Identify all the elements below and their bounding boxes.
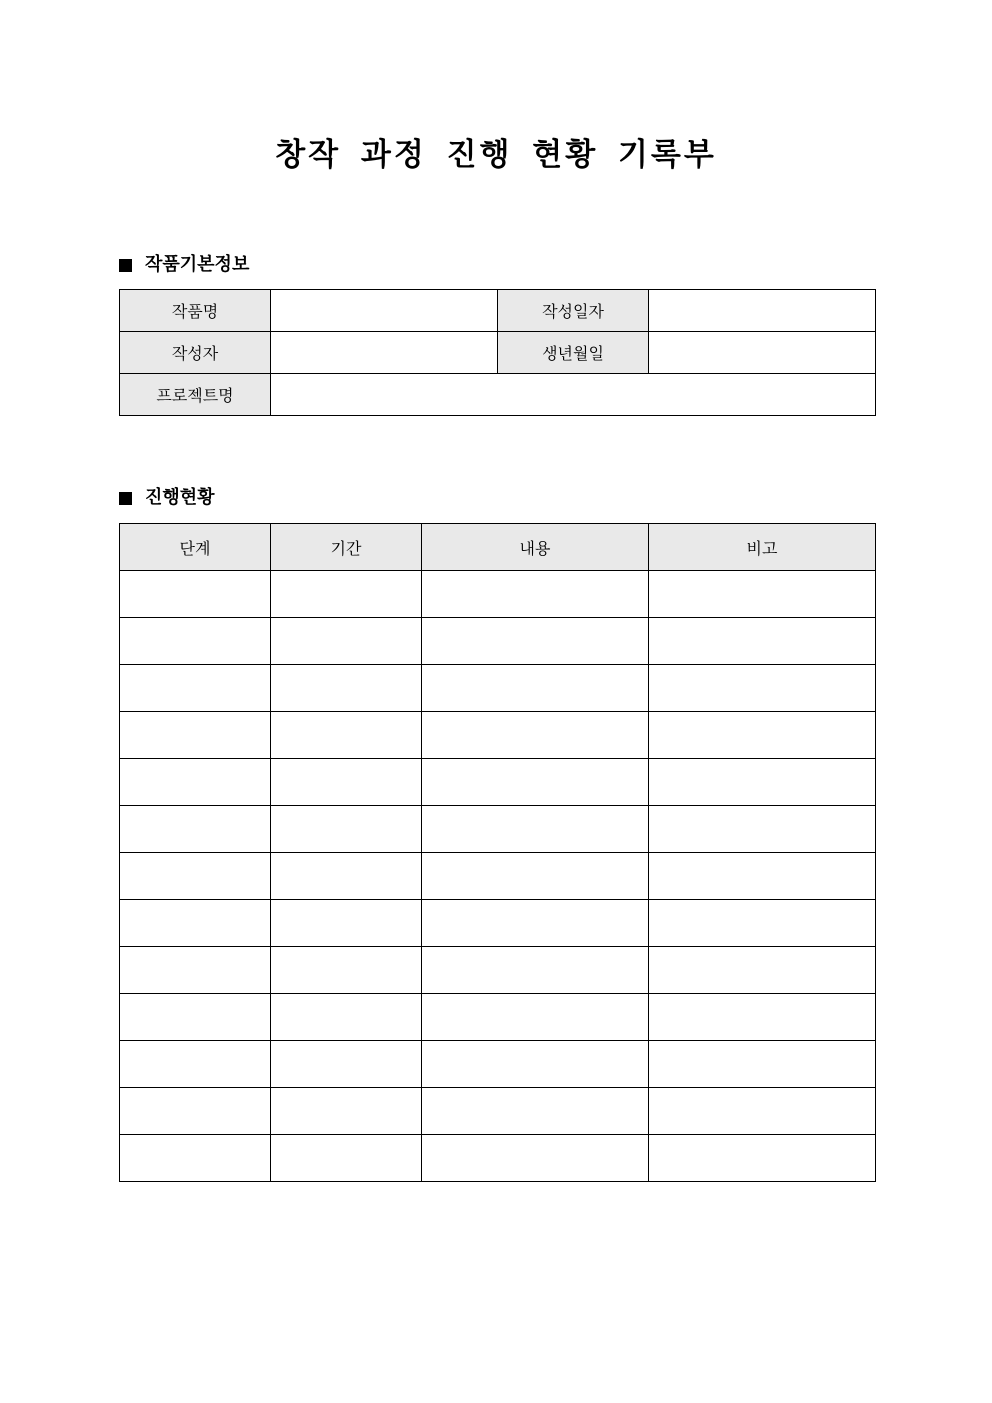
table-row [120, 571, 876, 618]
progress-table [119, 523, 876, 1182]
column-header-period: 기간 [271, 524, 422, 571]
cell-period[interactable] [271, 712, 422, 759]
cell-stage[interactable] [120, 665, 271, 712]
section-heading-progress [119, 486, 215, 510]
cell-stage[interactable] [120, 618, 271, 665]
cell-remarks[interactable] [649, 665, 876, 712]
cell-period[interactable] [271, 1135, 422, 1182]
table-row [120, 1135, 876, 1182]
cell-stage[interactable] [120, 1135, 271, 1182]
cell-content[interactable] [422, 853, 649, 900]
cell-content[interactable] [422, 759, 649, 806]
document-title: 창작 과정 진행 현황 기록부 [275, 137, 717, 173]
cell-content[interactable] [422, 994, 649, 1041]
work-name-field[interactable] [271, 290, 498, 332]
cell-content[interactable] [422, 665, 649, 712]
cell-period[interactable] [271, 806, 422, 853]
project-name-field[interactable] [271, 374, 876, 416]
column-header-remarks: 비고 [649, 524, 876, 571]
cell-stage[interactable] [120, 571, 271, 618]
table-row [120, 374, 876, 416]
cell-stage[interactable] [120, 759, 271, 806]
cell-remarks[interactable] [649, 618, 876, 665]
cell-stage[interactable] [120, 712, 271, 759]
square-bullet-icon [119, 259, 132, 272]
section-heading-label: 진행현황 [145, 487, 215, 508]
cell-content[interactable] [422, 1088, 649, 1135]
cell-stage[interactable] [120, 947, 271, 994]
cell-stage[interactable] [120, 900, 271, 947]
section-heading-label: 작품기본정보 [145, 254, 250, 275]
cell-stage[interactable] [120, 806, 271, 853]
table-row [120, 806, 876, 853]
column-header-content: 내용 [422, 524, 649, 571]
date-written-field[interactable] [649, 290, 876, 332]
cell-period[interactable] [271, 947, 422, 994]
table-row [120, 853, 876, 900]
table-row [120, 665, 876, 712]
cell-remarks[interactable] [649, 712, 876, 759]
author-label: 작성자 [120, 332, 271, 374]
cell-remarks[interactable] [649, 1041, 876, 1088]
cell-content[interactable] [422, 806, 649, 853]
author-field[interactable] [271, 332, 498, 374]
cell-stage[interactable] [120, 853, 271, 900]
table-row [120, 712, 876, 759]
cell-content[interactable] [422, 618, 649, 665]
cell-period[interactable] [271, 1041, 422, 1088]
cell-period[interactable] [271, 618, 422, 665]
table-row [120, 759, 876, 806]
table-row [120, 900, 876, 947]
basic-info-table [119, 289, 876, 416]
table-row [120, 994, 876, 1041]
cell-period[interactable] [271, 1088, 422, 1135]
cell-period[interactable] [271, 994, 422, 1041]
square-bullet-icon [119, 492, 132, 505]
cell-stage[interactable] [120, 1041, 271, 1088]
cell-content[interactable] [422, 1041, 649, 1088]
table-row [120, 332, 876, 374]
cell-stage[interactable] [120, 1088, 271, 1135]
cell-content[interactable] [422, 571, 649, 618]
table-row [120, 1041, 876, 1088]
progress-table-body [120, 571, 876, 1182]
cell-remarks[interactable] [649, 1088, 876, 1135]
project-name-label: 프로젝트명 [120, 374, 271, 416]
table-row [120, 290, 876, 332]
table-row [120, 618, 876, 665]
cell-period[interactable] [271, 853, 422, 900]
table-row [120, 1088, 876, 1135]
birth-date-label: 생년월일 [498, 332, 649, 374]
cell-remarks[interactable] [649, 853, 876, 900]
cell-content[interactable] [422, 947, 649, 994]
cell-content[interactable] [422, 712, 649, 759]
work-name-label: 작품명 [120, 290, 271, 332]
cell-remarks[interactable] [649, 759, 876, 806]
cell-remarks[interactable] [649, 947, 876, 994]
cell-period[interactable] [271, 665, 422, 712]
column-header-stage: 단계 [120, 524, 271, 571]
date-written-label: 작성일자 [498, 290, 649, 332]
cell-remarks[interactable] [649, 900, 876, 947]
cell-content[interactable] [422, 1135, 649, 1182]
cell-remarks[interactable] [649, 571, 876, 618]
cell-content[interactable] [422, 900, 649, 947]
section-heading-basic-info [119, 253, 249, 277]
cell-stage[interactable] [120, 994, 271, 1041]
cell-period[interactable] [271, 571, 422, 618]
table-header-row [120, 524, 876, 571]
cell-remarks[interactable] [649, 1135, 876, 1182]
cell-remarks[interactable] [649, 994, 876, 1041]
cell-period[interactable] [271, 900, 422, 947]
cell-period[interactable] [271, 759, 422, 806]
cell-remarks[interactable] [649, 806, 876, 853]
birth-date-field[interactable] [649, 332, 876, 374]
table-row [120, 947, 876, 994]
